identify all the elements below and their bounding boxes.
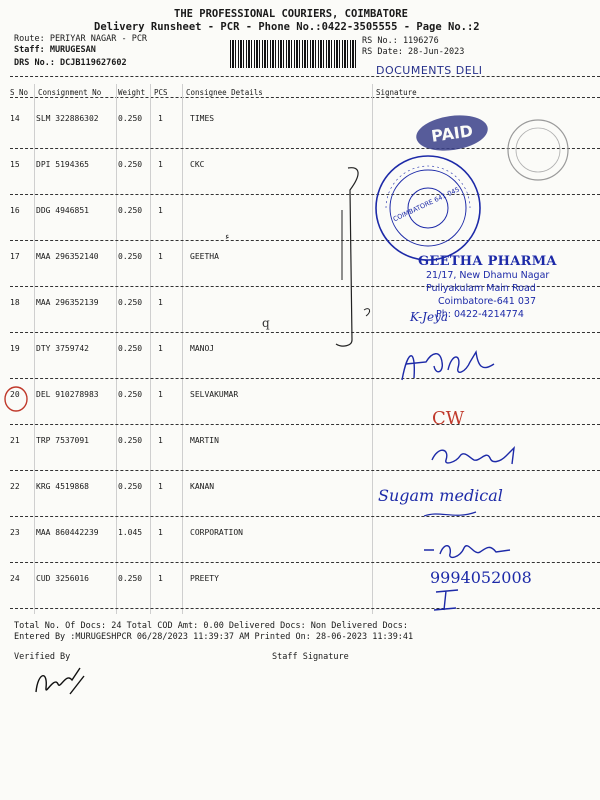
cell-pcs: 1 (158, 528, 163, 537)
row-divider (10, 608, 600, 609)
cell-weight: 1.045 (118, 528, 143, 537)
cell-weight: 0.250 (118, 390, 143, 399)
geetha-address-line1: 21/17, New Dhamu Nagar (426, 270, 550, 281)
staff-label: Staff: MURUGESAN (14, 45, 96, 55)
rs-date: RS Date: 28-Jun-2023 (362, 47, 465, 57)
round-stamp-center-text: COIMBATORE 641 045 (391, 185, 461, 224)
cell-pcs: 1 (158, 574, 163, 583)
stray-mark: q (262, 316, 270, 330)
table-row (0, 482, 600, 496)
header-divider-bottom (10, 97, 600, 98)
col-consignee: Consignee Details (186, 88, 263, 97)
cell-sno: 17 (10, 252, 20, 261)
cell-pcs: 1 (158, 206, 163, 215)
cell-consignment-no: DDG 4946851 (36, 206, 89, 215)
cell-sno: 23 (10, 528, 20, 537)
signature-row-18: K-Jeya (410, 310, 448, 324)
cell-pcs: 1 (158, 114, 163, 123)
cell-pcs: 1 (158, 160, 163, 169)
cell-consignee: CKC (190, 160, 205, 169)
row-divider (10, 424, 600, 425)
cell-weight: 0.250 (118, 160, 143, 169)
drs-label: DRS No.: DCJB119627602 (14, 58, 127, 68)
row-divider (10, 470, 600, 471)
verified-signature (30, 662, 90, 702)
header-divider-top (10, 76, 600, 77)
table-row (0, 390, 600, 404)
cell-sno: 16 (10, 206, 20, 215)
stray-mark: ء (224, 232, 230, 242)
col-pcs: PCS (154, 88, 168, 97)
col-weight: Weight (118, 88, 146, 97)
geetha-address-line2: Puliyakulam Main Road (426, 283, 536, 294)
paid-stamp (412, 112, 492, 154)
signature-row-20: CW (432, 408, 465, 429)
cell-weight: 0.250 (118, 114, 143, 123)
table-row (0, 206, 600, 220)
cell-sno: 18 (10, 298, 20, 307)
signature-row-21 (428, 442, 524, 468)
verified-by-label: Verified By (14, 652, 71, 662)
row-divider (10, 332, 600, 333)
runsheet-barcode (230, 40, 358, 68)
cell-consignee: TIMES (190, 114, 215, 123)
cell-weight: 0.250 (118, 574, 143, 583)
cell-consignee: MANOJ (190, 344, 215, 353)
signature-row-19 (396, 342, 500, 386)
cell-consignment-no: KRG 4519868 (36, 482, 89, 491)
round-company-stamp (372, 152, 484, 264)
cell-pcs: 1 (158, 344, 163, 353)
runsheet-subtitle: Delivery Runsheet - PCR - Phone No.:0422-3505555 - Page No.:2 (94, 21, 480, 33)
col-signature: Signature (376, 88, 417, 97)
signature-row-23 (420, 536, 516, 562)
cell-sno: 19 (10, 344, 20, 353)
cell-weight: 0.250 (118, 344, 143, 353)
cell-consignment-no: DEL 910278983 (36, 390, 99, 399)
cell-weight: 0.250 (118, 252, 143, 261)
row-divider (10, 562, 600, 563)
cell-consignee: SELVAKUMAR (190, 390, 239, 399)
totals-line: Total No. Of Docs: 24 Total COD Amt: 0.00 Delivered Docs: Non Delivered Docs: (14, 621, 409, 631)
signature-row-22-underline (420, 506, 480, 522)
cell-pcs: 1 (158, 482, 163, 491)
cell-sno: 15 (10, 160, 20, 169)
cell-consignee: MARTIN (190, 436, 219, 445)
cell-consignment-no: MAA 296352140 (36, 252, 99, 261)
cell-weight: 0.250 (118, 482, 143, 491)
cell-consignment-no: TRP 7537091 (36, 436, 89, 445)
row-20-circle-mark (2, 385, 32, 413)
company-title: THE PROFESSIONAL COURIERS, COIMBATORE (174, 8, 408, 20)
cell-pcs: 1 (158, 298, 163, 307)
bracket-pen-mark (320, 160, 375, 350)
row-divider (10, 378, 600, 379)
geetha-phone: Ph: 0422-4214774 (436, 309, 524, 320)
signature-row-24: 9994052008 (430, 568, 532, 587)
cell-consignment-no: DPI 5194365 (36, 160, 89, 169)
cell-consignee: GEETHA (190, 252, 219, 261)
rs-number: RS No.: 1196276 (362, 36, 439, 46)
cell-consignee: CORPORATION (190, 528, 243, 537)
signature-row-24-mark (428, 588, 468, 614)
cell-consignment-no: DTY 3759742 (36, 344, 89, 353)
cell-weight: 0.250 (118, 206, 143, 215)
col-consignment: Consignment No (38, 88, 102, 97)
cell-consignee: PREETY (190, 574, 219, 583)
geetha-pharma-name: GEETHA PHARMA (418, 254, 557, 269)
row-divider (10, 516, 600, 517)
cell-sno: 22 (10, 482, 20, 491)
geetha-address-line3: Coimbatore-641 037 (438, 296, 536, 307)
cell-consignment-no: MAA 296352139 (36, 298, 99, 307)
cell-sno: 14 (10, 114, 20, 123)
col-sno: S No (10, 88, 29, 97)
cell-weight: 0.250 (118, 298, 143, 307)
entered-by-line: Entered By :MURUGESHPCR 06/28/2023 11:39:37 AM Printed On: 28-06-2023 11:39:41 (14, 632, 414, 642)
table-row (0, 344, 600, 358)
cell-sno: 20 (10, 390, 20, 399)
cell-weight: 0.250 (118, 436, 143, 445)
route-label: Route: PERIYAR NAGAR - PCR (14, 34, 148, 44)
row-divider (10, 240, 600, 241)
paid-stamp-text: PAID (430, 121, 475, 146)
cell-sno: 21 (10, 436, 20, 445)
cell-consignment-no: SLM 322886302 (36, 114, 99, 123)
row-divider (10, 194, 600, 195)
cell-sno: 24 (10, 574, 20, 583)
faded-round-stamp (500, 110, 570, 190)
cell-pcs: 1 (158, 390, 163, 399)
cell-consignment-no: MAA 860442239 (36, 528, 99, 537)
cell-consignee: KANAN (190, 482, 215, 491)
cell-pcs: 1 (158, 436, 163, 445)
staff-signature-label: Staff Signature (272, 652, 349, 662)
cell-consignment-no: CUD 3256016 (36, 574, 89, 583)
cell-pcs: 1 (158, 252, 163, 261)
documents-delivered-stamp: DOCUMENTS DELI (376, 64, 483, 77)
signature-row-22: Sugam medical (378, 486, 503, 505)
